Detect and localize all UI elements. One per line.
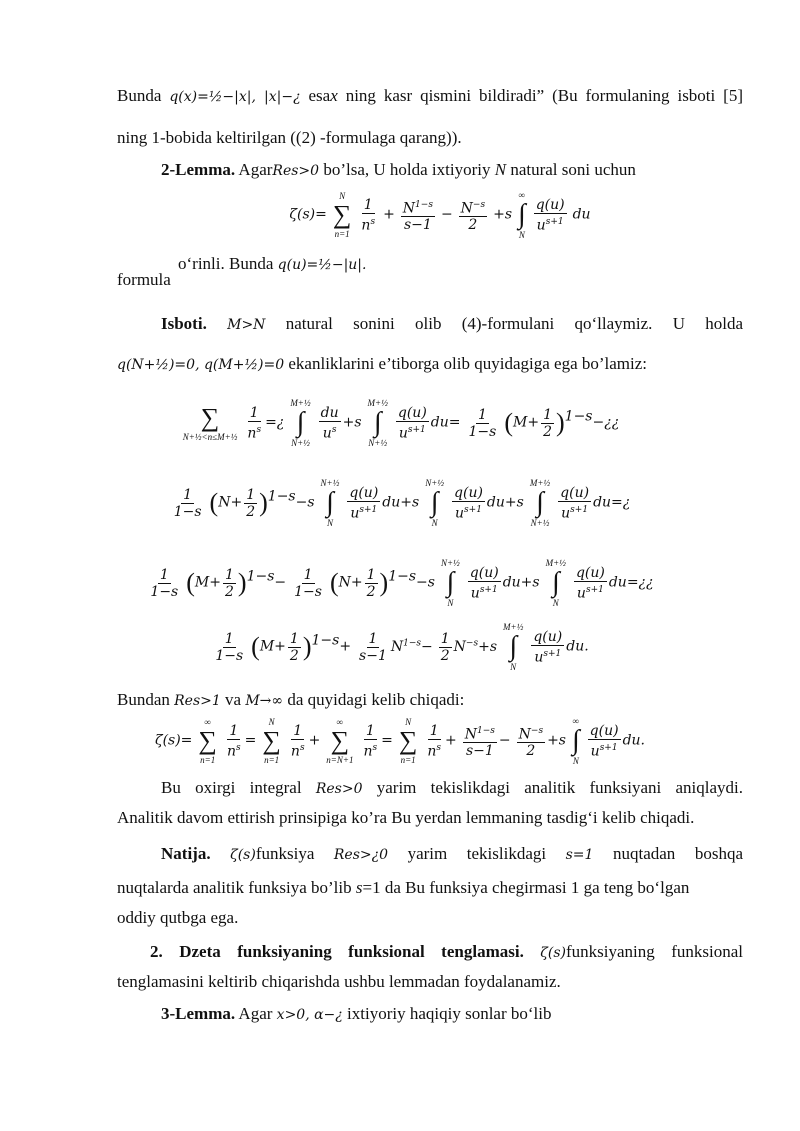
lemma2-formula-word: formula [117, 270, 171, 289]
fraction-expression: q(x)=½−|x|, |x|−¿ [169, 89, 301, 105]
text-run: ning kasr qismini bildiradi” (Bu formulaning isboti [5] [337, 86, 743, 105]
equation-zeta-limit: ζ(s)= ∞ ∑ n=1 $\frac{1}{n^s}$ = N ∑ n=1 $\frac{1}{n^s}$ + ∞ ∑ n=N+1 $\frac{1}{n^s}$ = N ∑ n=1 $\frac{1}{n^s}$ + $\frac{N^{1-s}}{s-1}$ − $\frac{N^{-s}}{2}$ +s ∞ ∫ N $\frac{q(u)}{u^{s+1}}$ du. [154, 716, 646, 766]
text-run: Bu oxirgi integral [161, 778, 316, 797]
condition: Res>¿0 [333, 847, 389, 863]
text-run: va [220, 690, 246, 709]
text-run: ekanliklarini e’tiborga olib quyidagiga ega bo’lamiz: [284, 354, 648, 373]
text-run: esa [300, 86, 331, 105]
condition: Res>0 [272, 163, 320, 179]
lemma2-title: 2-Lemma. [161, 160, 236, 179]
lemma3-title: 3-Lemma. [161, 1004, 236, 1023]
text-run: natural soni uchun [506, 160, 636, 179]
var-s: s [355, 878, 363, 897]
text-run [207, 314, 227, 333]
text-run: o‘rinli. Bunda [178, 254, 278, 273]
text-run: yarim tekislikdagi [388, 844, 566, 863]
q-conditions: q(N+½)=0, q(M+½)=0 [117, 357, 285, 373]
proof-line1 [117, 312, 743, 337]
natija-line2 [117, 876, 743, 900]
text-run: natural sonini olib (4)-formulani qo‘llaymiz. U holda [265, 314, 744, 333]
condition: Res>1 [174, 693, 221, 709]
condition: M→∞ [245, 693, 284, 709]
text-run: Bundan [117, 690, 175, 709]
derivation-line3: $\frac{1}{1-s}$ (M+ $\frac{1}{2}$ )$^{1-s}$− $\frac{1}{1-s}$ (N+ $\frac{1}{2}$ )$^{1-s}$−s N+½ ∫ N $\frac{q(u)}{u^{s+1}}$ du+s M+½ ∫ N $\frac{q(u)}{u^{s+1}}$ du=¿¿ [150, 558, 654, 608]
lemma2-line [117, 158, 743, 183]
condition: x>0, α−¿ [276, 1007, 343, 1023]
derivation-line1: ∑ N+½<n≤M+½ $\frac{1}{n^s}$ =¿ M+½ ∫ N+½ $\frac{du}{u^s}$ +s M+½ ∫ N+½ $\frac{q(u)}{u^{s+1}}$ du= $\frac{1}{1-s}$ (M+ $\frac{1}{2}$ )$^{1-s}$−¿¿ [182, 398, 620, 448]
text-run: nuqtadan boshqa [593, 844, 743, 863]
proof-title: Isboti. [161, 314, 207, 333]
integral-para-line1 [117, 776, 743, 801]
lemma3-line [117, 1002, 743, 1027]
proof-line2 [117, 352, 743, 377]
text-run: funksiya [255, 844, 334, 863]
natija-line1 [117, 842, 743, 867]
var-N: N [494, 160, 507, 179]
natija-title: Natija. [161, 844, 211, 863]
zeta: ζ(s) [540, 945, 566, 961]
text-run: ixtiyoriy haqiqiy sonlar bo‘lib [342, 1004, 552, 1023]
condition: Res>0 [315, 781, 363, 797]
zeta: ζ(s) [230, 847, 256, 863]
section2-line2: tenglamasini keltirib chiqarishda ushbu lemmadan foydalanamiz. [117, 972, 561, 991]
text-run: bo’lsa, U holda ixtiyoriy [319, 160, 495, 179]
natija-line3: oddiy qutbga ega. [117, 908, 239, 927]
para1-line2: ning 1-bobida keltirilgan ((2) -formulaga qarang)). [117, 128, 462, 147]
integral-para-line2: Analitik davom ettirish prinsipiga ko’ra Bu yerdan lemmaning tasdig‘i kelib chiqadi. [117, 808, 695, 827]
condition: M>N [227, 317, 266, 333]
q-def: q(u)=½−|u|. [277, 257, 367, 273]
condition: s=1 [565, 847, 594, 863]
text-run: funksiyaning funksional [566, 942, 744, 961]
text-run: da quyidagi kelib chiqadi: [283, 690, 465, 709]
text-run: Agar [235, 160, 273, 179]
section2-title: 2. Dzeta funksiyaning funksional tenglamasi. [150, 942, 524, 961]
derivation-line2: $\frac{1}{1-s}$ (N+ $\frac{1}{2}$ )$^{1-s}$−s N+½ ∫ N $\frac{q(u)}{u^{s+1}}$ du+s N+½ ∫ N $\frac{q(u)}{u^{s+1}}$ du+s M+½ ∫ N+½ $\frac{q(u)}{u^{s+1}}$ du=¿ [173, 478, 631, 528]
text-run: Agar [235, 1004, 277, 1023]
para1-line1 [117, 84, 743, 109]
var-x: x [330, 86, 338, 105]
text-run: Bunda [117, 86, 170, 105]
text-run: nuqtalarda analitik funksiya bo’lib [117, 878, 356, 897]
text-run: =1 da Bu funksiya chegirmasi 1 ga teng bo‘lgan [362, 878, 690, 897]
section2-line1 [150, 940, 743, 965]
derivation-line4: $\frac{1}{1-s}$ (M+ $\frac{1}{2}$ )$^{1-s}$+ $\frac{1}{s-1}$ $N^{1-s}-$ $\frac{1}{2}$ $N^{-s}+s$ M+½ ∫ N $\frac{q(u)}{u^{s+1}}$ du. [215, 622, 589, 672]
bundan-line [117, 688, 743, 713]
text-run: yarim tekislikdagi analitik funksiyani aniqlaydi. [362, 778, 743, 797]
equation-zeta-lemma2: ζ(s)= N ∑ n=1 $\frac{1}{n^s}$ + $\frac{N^{1-s}}{s-1}$ − $\frac{N^{-s}}{2}$ +s ∞ ∫ N $\frac{q(u)}{u^{s+1}}$ du [289, 190, 591, 240]
